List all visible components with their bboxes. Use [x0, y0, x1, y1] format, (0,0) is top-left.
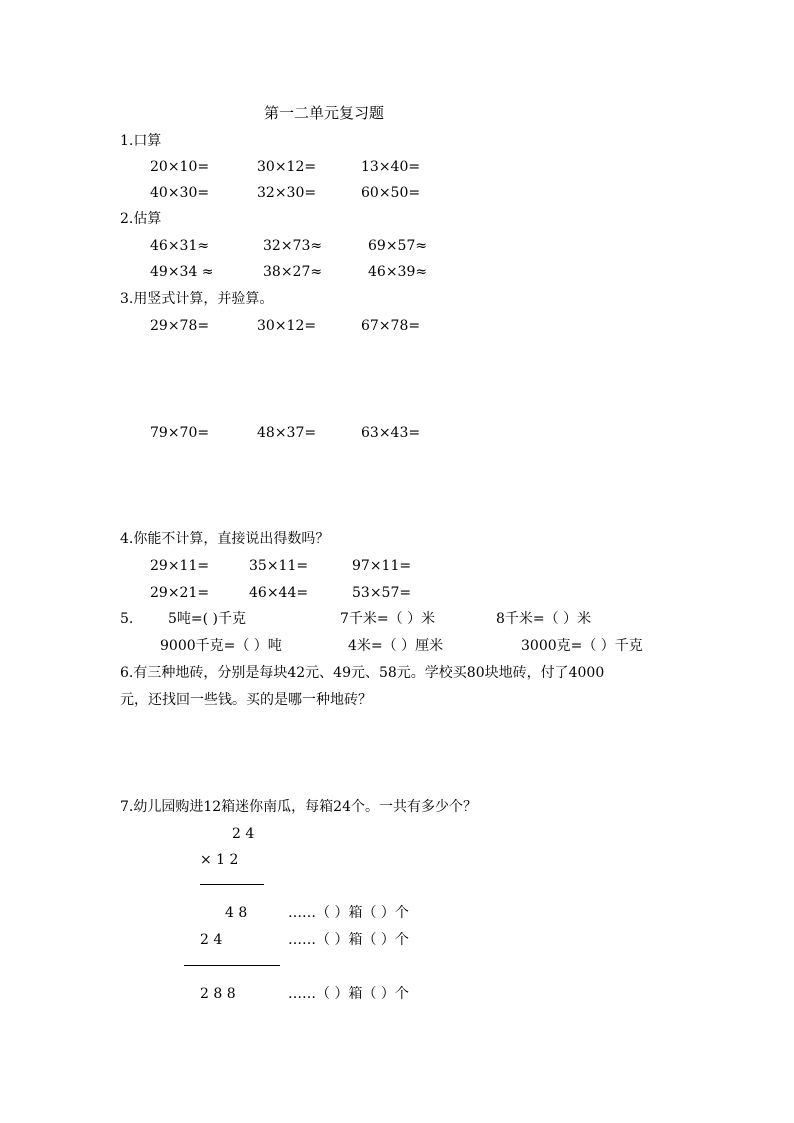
q1-item: 60×50= — [361, 185, 421, 201]
q7-fill-blank: ……（ ）箱（ ）个 — [288, 905, 409, 921]
q3-item: 67×78= — [361, 318, 421, 334]
q1-item: 20×10= — [150, 159, 210, 175]
q5-item: 3000克=（ ）千克 — [521, 638, 643, 654]
q3-item: 48×37= — [257, 425, 317, 441]
q2-item: 46×31≈ — [150, 238, 210, 254]
page-title: 第一二单元复习题 — [264, 104, 385, 122]
q1-item: 32×30= — [257, 185, 317, 201]
q4-item: 35×11= — [249, 558, 309, 574]
q3-heading: 3.用竖式计算，并验算。 — [120, 291, 274, 307]
q3-item: 29×78= — [150, 318, 210, 334]
q3-item: 63×43= — [361, 425, 421, 441]
q3-item: 79×70= — [150, 425, 210, 441]
q2-item: 49×34 ≈ — [150, 264, 214, 280]
q5-item: 7千米=（ ）米 — [340, 611, 436, 627]
q4-item: 29×21= — [150, 585, 210, 601]
q7-fill-blank: ……（ ）箱（ ）个 — [288, 986, 409, 1002]
q7-product: 2 8 8 — [200, 986, 236, 1002]
q3-item: 30×12= — [257, 318, 317, 334]
q5-item: 5吨=( )千克 — [168, 611, 247, 627]
q1-item: 40×30= — [150, 185, 210, 201]
q7-fill-blank: ……（ ）箱（ ）个 — [288, 932, 409, 948]
q6-line: 元，还找回一些钱。买的是哪一种地砖？ — [120, 692, 372, 708]
q4-item: 46×44= — [249, 585, 309, 601]
q7-partial-product: 4 8 — [225, 905, 248, 921]
q4-item: 29×11= — [150, 558, 210, 574]
q2-item: 69×57≈ — [368, 238, 428, 254]
q2-item: 32×73≈ — [263, 238, 323, 254]
q7-rule-bottom — [184, 965, 280, 966]
q7-multiplier: × 1 2 — [200, 852, 239, 868]
q5-item: 9000千克=（ ）吨 — [160, 638, 282, 654]
q4-item: 97×11= — [352, 558, 412, 574]
q5-item: 4米=（ ）厘米 — [348, 638, 444, 654]
q7-multiplicand: 2 4 — [232, 826, 255, 842]
q4-item: 53×57= — [352, 585, 412, 601]
q2-item: 38×27≈ — [263, 264, 323, 280]
q5-number: 5. — [120, 611, 134, 627]
q4-heading: 4.你能不计算，直接说出得数吗？ — [120, 531, 330, 547]
q6-line: 6.有三种地砖，分别是每块42元、49元、58元。学校买80块地砖，付了4000 — [120, 665, 605, 681]
q5-item: 8千米=（ ）米 — [496, 611, 592, 627]
q2-heading: 2.估算 — [120, 211, 162, 227]
q7-heading: 7.幼儿园购进12箱迷你南瓜，每箱24个。一共有多少个？ — [120, 799, 477, 815]
q7-rule-top — [200, 884, 264, 885]
q1-heading: 1.口算 — [120, 133, 162, 149]
q1-item: 30×12= — [257, 159, 317, 175]
q2-item: 46×39≈ — [368, 264, 428, 280]
q7-partial-product: 2 4 — [200, 932, 223, 948]
q1-item: 13×40= — [361, 159, 421, 175]
